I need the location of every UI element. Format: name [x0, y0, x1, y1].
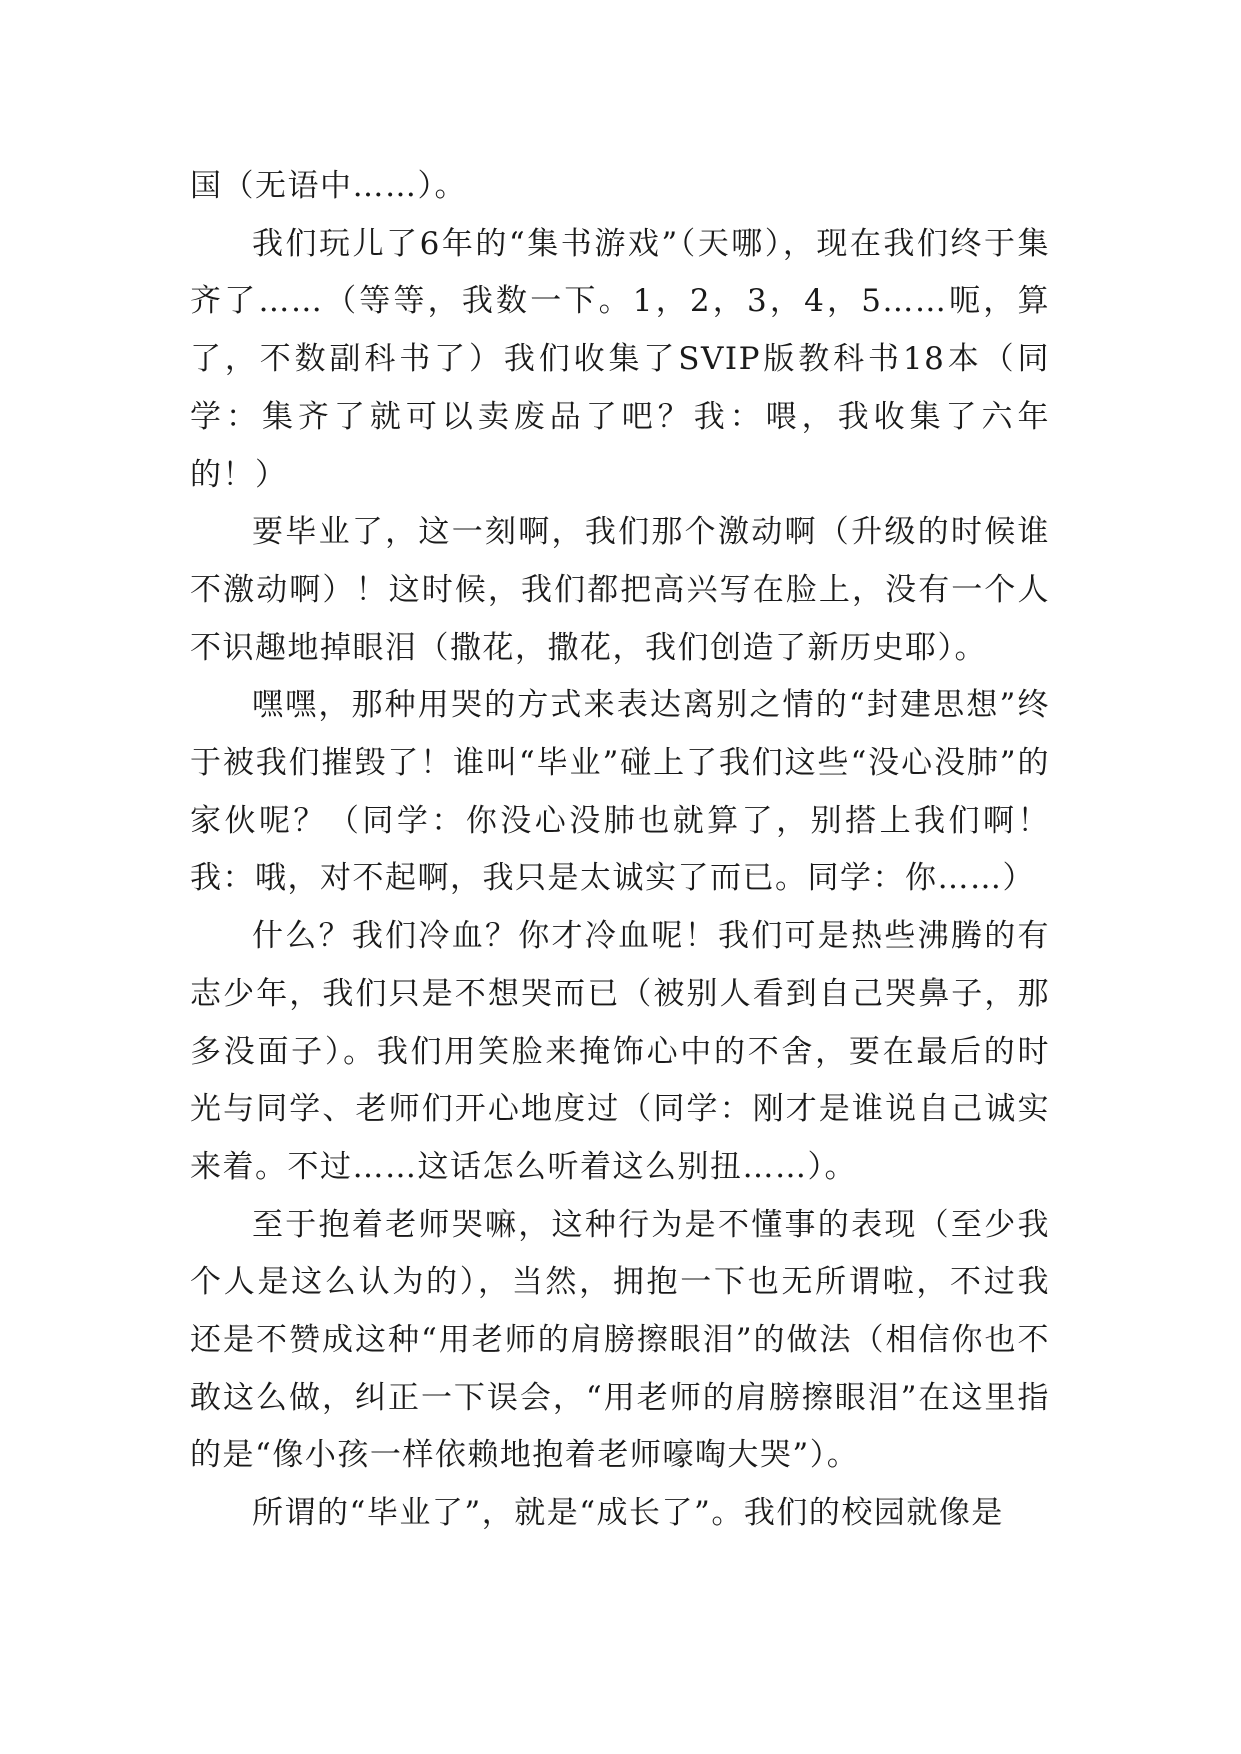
- paragraph: 嘿嘿，那种用哭的方式来表达离别之情的“封建思想”终于被我们摧毁了！谁叫“毕业”碰上了我们这些“没心没肺”的家伙呢？（同学：你没心没肺也就算了，别搭上我们啊！我：哦，对不起啊，我只是太诚实了而已。同学：你……）: [190, 687, 1050, 897]
- paragraph: 什么？我们冷血？你才冷血呢！我们可是热些沸腾的有志少年，我们只是不想哭而已（被别人看到自己哭鼻子，那多没面子）。我们用笑脸来掩饰心中的不舍，要在最后的时光与同学、老师们开心地度过（同学：刚才是谁说自己诚实来着。不过……这话怎么听着这么别扭……）。: [190, 918, 1050, 1185]
- paragraph: 要毕业了，这一刻啊，我们那个激动啊（升级的时候谁不激动啊）！这时候，我们都把高兴写在脸上，没有一个人不识趣地掉眼泪（撒花，撒花，我们创造了新历史耶）。: [190, 514, 1050, 666]
- paragraph: 至于抱着老师哭嘛，这种行为是不懂事的表现（至少我个人是这么认为的），当然，拥抱一下也无所谓啦，不过我还是不赞成这种“用老师的肩膀擦眼泪”的做法（相信你也不敢这么做，纠正一下误会，“用老师的肩膀擦眼泪”在这里指的是“像小孩一样依赖地抱着老师嚎啕大哭”）。: [190, 1206, 1050, 1474]
- paragraph: 我们玩儿了6年的“集书游戏”（天哪），现在我们终于集齐了……（等等，我数一下。1，2，3，4，5……呃，算了，不数副科书了）我们收集了SVIP版教科书18本（同学：集齐了就可以卖废品了吧？我：喂，我收集了六年的！）: [190, 225, 1050, 493]
- paragraph: 国（无语中……）。: [190, 168, 467, 204]
- paragraph: 所谓的“毕业了”，就是“成长了”。我们的校园就像是: [252, 1495, 1004, 1532]
- body-text: [190, 158, 1050, 1543]
